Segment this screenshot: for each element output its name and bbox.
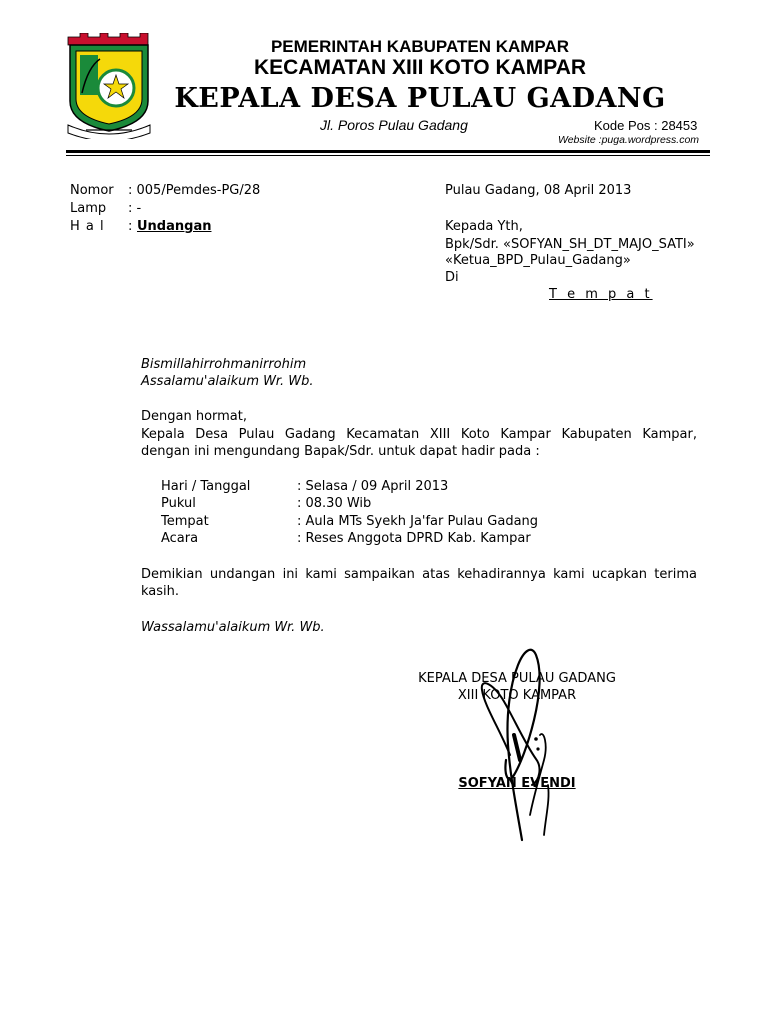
closing-line-1: Demikian undangan ini kami sampaikan atas kehadirannya kami ucapkan terima <box>141 567 697 582</box>
header-office-title: KEPALA DESA PULAU GADANG <box>174 83 666 114</box>
detail-label: Tempat <box>161 514 209 529</box>
detail-value: : Aula MTs Syekh Ja'far Pulau Gadang <box>297 514 539 529</box>
detail-value: : Selasa / 09 April 2013 <box>297 479 449 494</box>
recipient-place: T e m p a t <box>549 287 653 302</box>
nomor-value: : 005/Pemdes-PG/28 <box>128 183 261 198</box>
header-rule-thick <box>66 150 710 153</box>
lamp-value: : - <box>128 201 142 216</box>
recipient-title: «Ketua_BPD_Pulau_Gadang» <box>445 253 631 268</box>
signatory-name: SOFYAN EVENDI <box>458 776 576 791</box>
nomor-label: Nomor <box>70 183 114 198</box>
recipient-di: Di <box>445 270 459 285</box>
closing-wassalam: Wassalamu'alaikum Wr. Wb. <box>141 620 325 635</box>
recipient-greeting: Kepada Yth, <box>445 219 523 234</box>
regency-emblem-logo <box>66 33 152 139</box>
detail-label: Hari / Tanggal <box>161 479 251 494</box>
detail-value: : 08.30 Wib <box>297 496 372 511</box>
closing-line-2: kasih. <box>141 584 180 599</box>
signatory-title-2: XIII KOTO KAMPAR <box>457 688 577 703</box>
detail-label: Acara <box>161 531 199 546</box>
recipient-name: Bpk/Sdr. «SOFYAN_SH_DT_MAJO_SATI» <box>445 237 695 252</box>
salutation: Dengan hormat, <box>141 409 248 424</box>
letter-date: Pulau Gadang, 08 April 2013 <box>445 183 632 198</box>
opening-salam: Assalamu'alaikum Wr. Wb. <box>141 374 314 389</box>
detail-label: Pukul <box>161 496 196 511</box>
header-rule-thin <box>66 155 710 156</box>
hal-value: Undangan <box>137 219 212 234</box>
paragraph-line-1: Kepala Desa Pulau Gadang Kecamatan XIII Koto Kampar Kabupaten Kampar, <box>141 427 697 442</box>
header-website: Website :puga.wordpress.com <box>558 134 700 146</box>
paragraph-line-2: dengan ini mengundang Bapak/Sdr. untuk dapat hadir pada : <box>141 444 540 459</box>
header-district-line: KECAMATAN XIII KOTO KAMPAR <box>253 56 587 79</box>
signatory-title-1: KEPALA DESA PULAU GADANG <box>418 671 616 686</box>
lamp-label: Lamp <box>70 201 107 216</box>
header-address: Jl. Poros Pulau Gadang <box>320 117 468 133</box>
hal-label: H a l <box>70 219 105 234</box>
header-government-line: PEMERINTAH KABUPATEN KAMPAR <box>270 37 570 56</box>
opening-bismillah: Bismillahirrohmanirrohim <box>141 357 307 372</box>
hal-colon: : <box>128 219 133 234</box>
handwritten-signature <box>470 635 590 855</box>
detail-value: : Reses Anggota DPRD Kab. Kampar <box>297 531 531 546</box>
header-postal-code: Kode Pos : 28453 <box>594 118 698 133</box>
